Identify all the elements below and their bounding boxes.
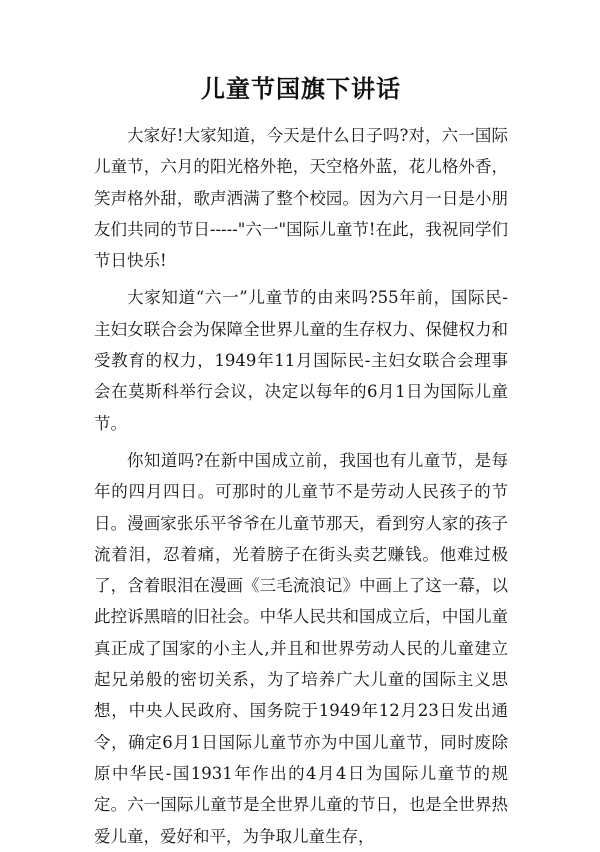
document-title: 儿童节国旗下讲话 bbox=[201, 74, 401, 103]
document-body bbox=[94, 120, 508, 852]
paragraph-origin: 大家知道“六一”儿童节的由来吗?55年前，国际民-主妇女联合会为保障全世界儿童的生存权力、保健权力和受教育的权力，1949年11月国际民-主妇女联合会理事会在莫斯科举行会议，决定以每年的6月1日为国际儿童节。 bbox=[94, 288, 508, 433]
paragraph-history: 你知道吗?在新中国成立前，我国也有儿童节，是每年的四月四日。可那时的儿童节不是劳动人民孩子的节日。漫画家张乐平爷爷在儿童节那天，看到穷人家的孩子流着泪，忍着痛，光着膀子在街头卖艺赚钱。他难过极了，含着眼泪在漫画《三毛流浪记》中画上了这一幕，以此控诉黑暗的旧社会。中华人民共和国成立后，中国儿童真正成了国家的小主人,并且和世界劳动人民的儿童建立起兄弟般的密切关系，为了培养广大儿童的国际主义思想，中央人民政府、国务院于1949年12月23日发出通令，确定6月1日国际儿童节亦为中国儿童节，同时废除原中华民-国1931年作出的4月4日为国际儿童节的规定。六一国际儿童节是全世界儿童的节日，也是全世界热爱儿童，爱好和平，为争取儿童生存， bbox=[94, 450, 508, 846]
paragraph-greeting: 大家好!大家知道，今天是什么日子吗?对，六一国际儿童节，六月的阳光格外艳，天空格外蓝，花儿格外香，笑声格外甜，歌声洒满了整个校园。因为六月一日是小朋友们共同的节日-----"六一"国际儿童节!在此，我祝同学们节日快乐! bbox=[94, 126, 508, 271]
